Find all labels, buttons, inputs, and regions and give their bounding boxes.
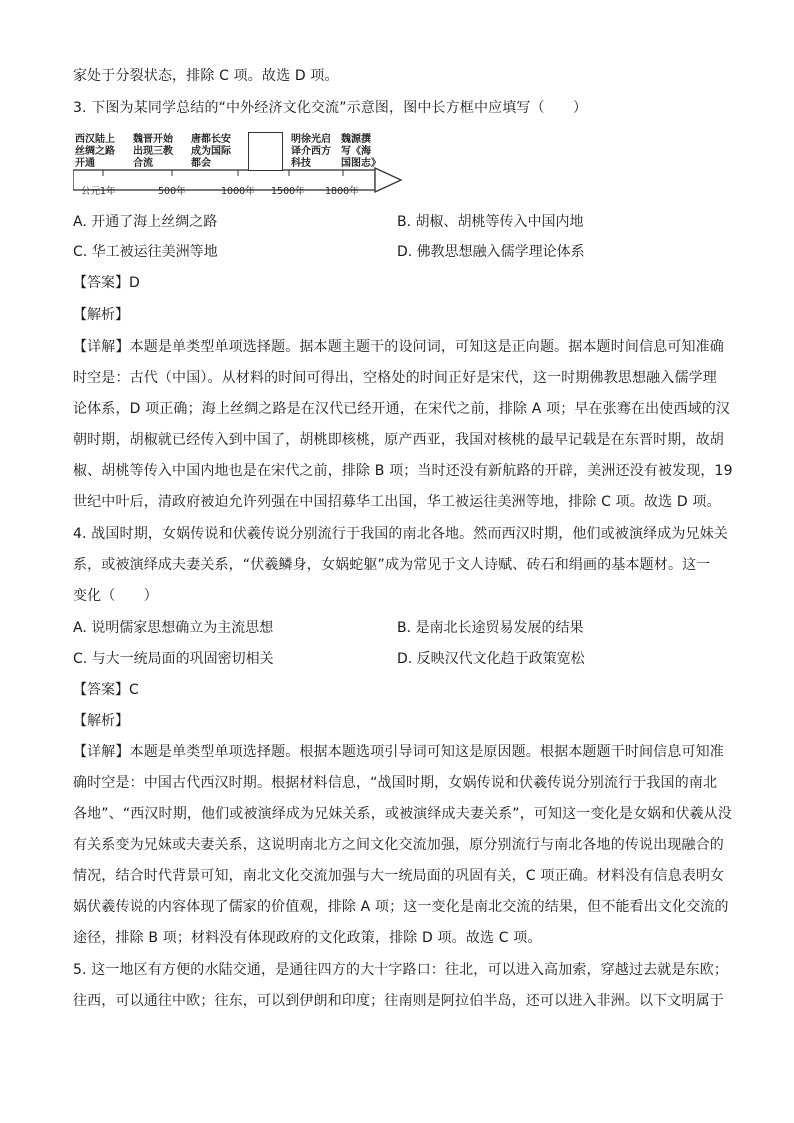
timeline-year: 1800年 (325, 186, 359, 197)
q3-analysis-text: 世纪中叶后，清政府被迫允许列强在中国招募华工出国，华工被运往美洲等地，排除 C 项。故选 D 项。 (73, 494, 721, 510)
question-3-stem: 3. 下图为某同学总结的“中外经济文化交流”示意图，图中长方框中应填写（ ） (73, 100, 588, 116)
timeline-event-3: 唐都长安 成为国际 都会 (191, 134, 231, 169)
question-5-stem: 往西，可以通往中欧；往东，可以到伊朗和印度；往南则是阿拉伯半岛，还可以进入非洲。以下文明属于 (73, 993, 724, 1009)
q4-analysis-text: 娲伏羲传说的内容体现了儒家的价值观，排除 A 项；这一变化是南北交流的结果，但不能看出文化交流的 (73, 899, 729, 915)
q4-option-c: C. 与大一统局面的巩固密切相关 (73, 651, 274, 667)
timeline-blank-box (248, 132, 283, 171)
q4-option-b: B. 是南北长途贸易发展的结果 (397, 620, 584, 636)
timeline-event-1: 西汉陆上 丝绸之路 开通 (75, 134, 115, 169)
q3-answer: 【答案】D (73, 275, 140, 291)
q3-option-d: D. 佛教思想融入儒学理论体系 (397, 244, 585, 260)
q3-option-b: B. 胡椒、胡桃等传入中国内地 (397, 214, 584, 230)
q4-analysis-text: 情况，结合时代背景可知，南北文化交流加强与大一统局面的巩固有关，C 项正确。材料没有信息表明女 (73, 868, 725, 884)
q4-option-a: A. 说明儒家思想确立为主流思想 (73, 620, 274, 636)
q4-answer: 【答案】C (73, 682, 139, 698)
timeline-year: 公元1年 (81, 186, 116, 197)
question-4-stem: 变化（ ） (73, 588, 158, 604)
q4-analysis-text: 确时空是：中国古代西汉时期。根据材料信息，“战国时期，女娲传说和伏羲传说分别流行于我国的南北 (73, 775, 718, 791)
q4-option-d: D. 反映汉代文化趋于政策宽松 (397, 651, 585, 667)
question-5-stem: 5. 这一地区有方便的水陆交通，是通往四方的大十字路口：往北，可以进入高加索，穿越过去就是东欧； (73, 962, 729, 978)
q4-analysis-text: 有关系变为兄妹或夫妻关系，这说明南北方之间文化交流加强，原分别流行与南北各地的传说出现融合的 (73, 837, 724, 853)
q4-analysis-label: 【解析】 (73, 713, 129, 729)
text-line: 家处于分裂状态，排除 C 项。故选 D 项。 (73, 68, 339, 84)
q4-analysis-text: 各地”、“西汉时期，他们或被演绎成为兄妹关系，或被演绎成夫妻关系”，可知这一变化是女娲和伏羲从没 (73, 806, 732, 822)
question-4-stem: 4. 战国时期，女娲传说和伏羲传说分别流行于我国的南北各地。然而西汉时期，他们或被演绎成为兄妹关 (73, 526, 729, 542)
timeline-year: 1000年 (221, 186, 255, 197)
q3-analysis-text: 朝时期，胡椒就已经传入到中国了，胡桃即核桃，原产西亚，我国对核桃的最早记载是在东晋时期，故胡 (73, 432, 724, 448)
q3-analysis-text: 时空是：古代（中国）。从材料的时间可得出，空格处的时间正好是宋代，这一时期佛教思想融入儒学理 (73, 370, 717, 386)
timeline-year: 1500年 (271, 186, 305, 197)
timeline-diagram (73, 130, 405, 202)
q3-analysis-text: 椒、胡桃等传入中国内地也是在宋代之前，排除 B 项；当时还没有新航路的开辟，美洲还没有被发现，19 (73, 463, 733, 479)
timeline-event-2: 魏晋开始 出现三教 合流 (133, 134, 173, 169)
timeline-event-5: 魏源撰 写《海 国图志》 (341, 134, 381, 169)
timeline-event-4: 明徐光启 译介西方 科技 (291, 134, 331, 169)
q4-analysis-text: 途径，排除 B 项；材料没有体现政府的文化政策，排除 D 项。故选 C 项。 (73, 930, 542, 946)
q3-option-a: A. 开通了海上丝绸之路 (73, 214, 218, 230)
timeline-year: 500年 (158, 186, 186, 197)
q3-analysis-text: 论体系，D 项正确；海上丝绸之路是在汉代已经开通，在宋代之前，排除 A 项；早在张骞在出使西域的汉 (73, 401, 731, 417)
q3-analysis-label: 【解析】 (73, 307, 129, 323)
q3-option-c: C. 华工被运往美洲等地 (73, 244, 218, 260)
question-4-stem: 系，或被演绎成夫妻关系，“伏羲鳞身，女娲蛇躯”成为常见于文人诗赋、砖石和绢画的基本题材。这一 (73, 557, 711, 573)
q4-analysis-text: 【详解】本题是单类型单项选择题。根据本题选项引导词可知这是原因题。根据本题题干时间信息可知准 (73, 744, 724, 760)
q3-analysis-text: 【详解】本题是单类型单项选择题。据本题主题干的设问词，可知这是正向题。据本题时间信息可知准确 (73, 339, 724, 355)
